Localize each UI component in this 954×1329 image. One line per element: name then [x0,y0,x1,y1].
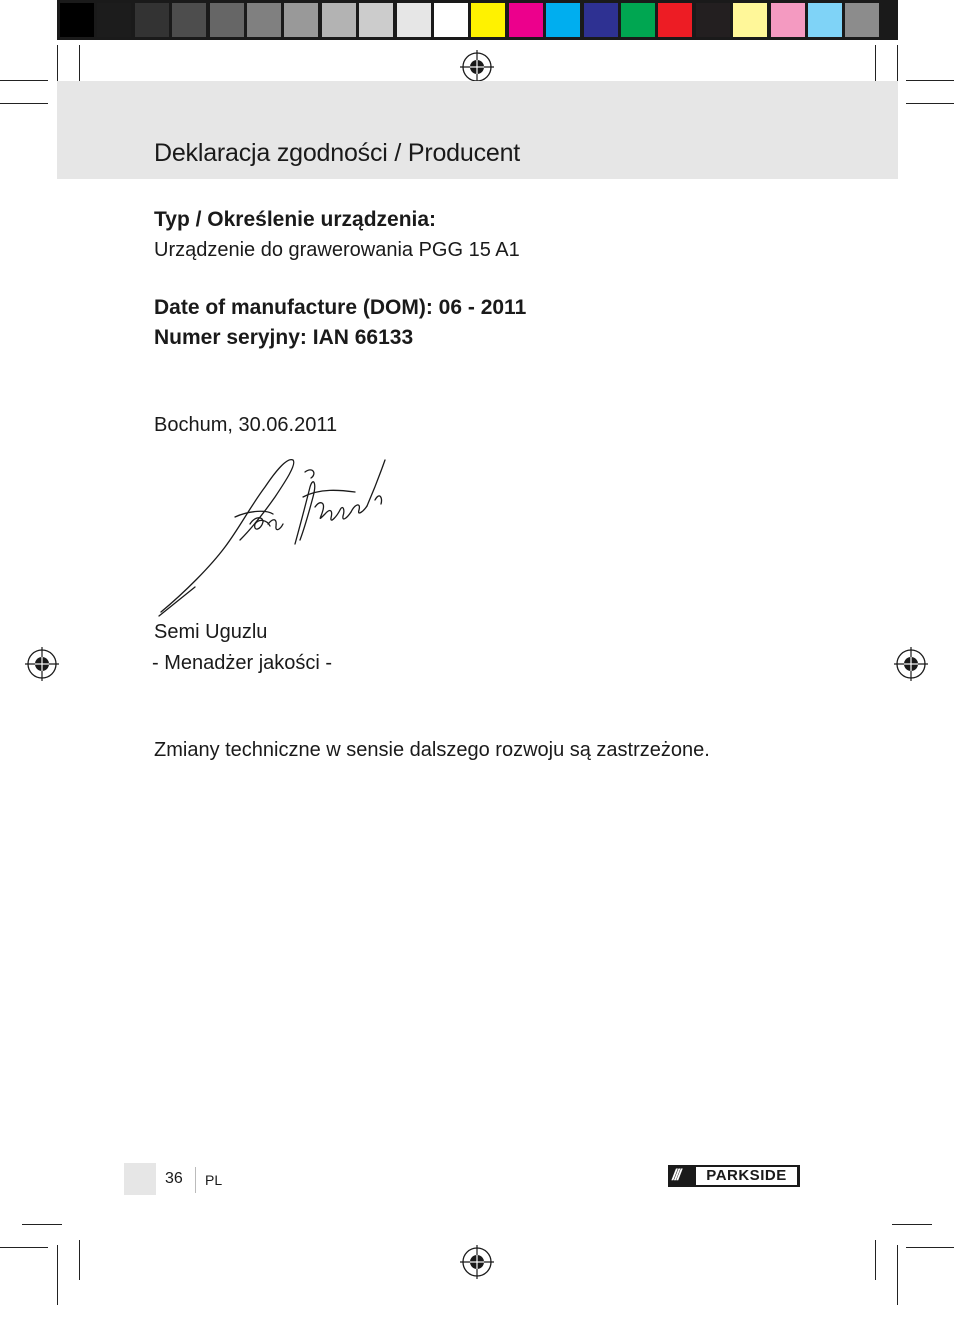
footer-divider [195,1167,196,1193]
color-swatch [359,3,393,37]
crop-mark [57,1245,58,1305]
crop-mark [897,45,898,85]
page-title: Deklaracja zgodności / Producent [154,139,521,167]
device-name: Urządzenie do grawerowania PGG 15 A1 [154,239,520,261]
crop-mark [22,1224,62,1225]
color-swatch [509,3,543,37]
signatory-role: - Menadżer jakości - [152,652,333,674]
crop-mark [897,1245,898,1305]
crop-mark [875,45,876,85]
crop-mark [906,103,954,104]
color-swatch [135,3,169,37]
crop-mark [906,80,954,81]
color-swatch [733,3,767,37]
color-swatch [771,3,805,37]
color-swatch [434,3,468,37]
color-swatch [284,3,318,37]
color-swatch [172,3,206,37]
crop-mark [906,1247,954,1248]
serial-number: Numer seryjny: IAN 66133 [154,326,414,349]
color-swatch [658,3,692,37]
date-of-manufacture: Date of manufacture (DOM): 06 - 2011 [154,296,527,319]
registration-mark-icon [25,647,59,681]
color-swatch [696,3,730,37]
color-swatch [397,3,431,37]
crop-mark [57,45,58,85]
type-label: Typ / Określenie urządzenia: [154,208,437,231]
brand-logo [668,1165,800,1187]
footer-marker [124,1163,156,1195]
color-swatch [621,3,655,37]
color-swatch [546,3,580,37]
crop-mark [79,1240,80,1280]
disclaimer-text: Zmiany techniczne w sensie dalszego rozwoju są zastrzeżone. [154,739,710,761]
registration-mark-icon [460,50,494,84]
language-code: PL [205,1172,223,1188]
color-swatch [845,3,879,37]
crop-mark [79,45,80,85]
color-swatch [60,3,94,37]
brand-name: PARKSIDE [706,1167,787,1184]
print-color-bar [57,0,898,40]
color-swatch [584,3,618,37]
color-swatch [322,3,356,37]
registration-mark-icon [894,647,928,681]
registration-mark-icon [460,1245,494,1279]
brand-slashes: /// [672,1167,680,1184]
color-swatch [210,3,244,37]
brand-label-box [696,1167,797,1185]
color-swatch [471,3,505,37]
signatory-name: Semi Uguzlu [154,621,268,643]
crop-mark [0,1247,48,1248]
crop-mark [0,103,48,104]
color-swatch [247,3,281,37]
crop-mark [0,80,48,81]
page-number: 36 [165,1170,183,1187]
color-swatch [97,3,131,37]
place-date: Bochum, 30.06.2011 [154,414,338,436]
crop-mark [875,1240,876,1280]
color-swatch [808,3,842,37]
signature-image [155,452,395,622]
crop-mark [892,1224,932,1225]
